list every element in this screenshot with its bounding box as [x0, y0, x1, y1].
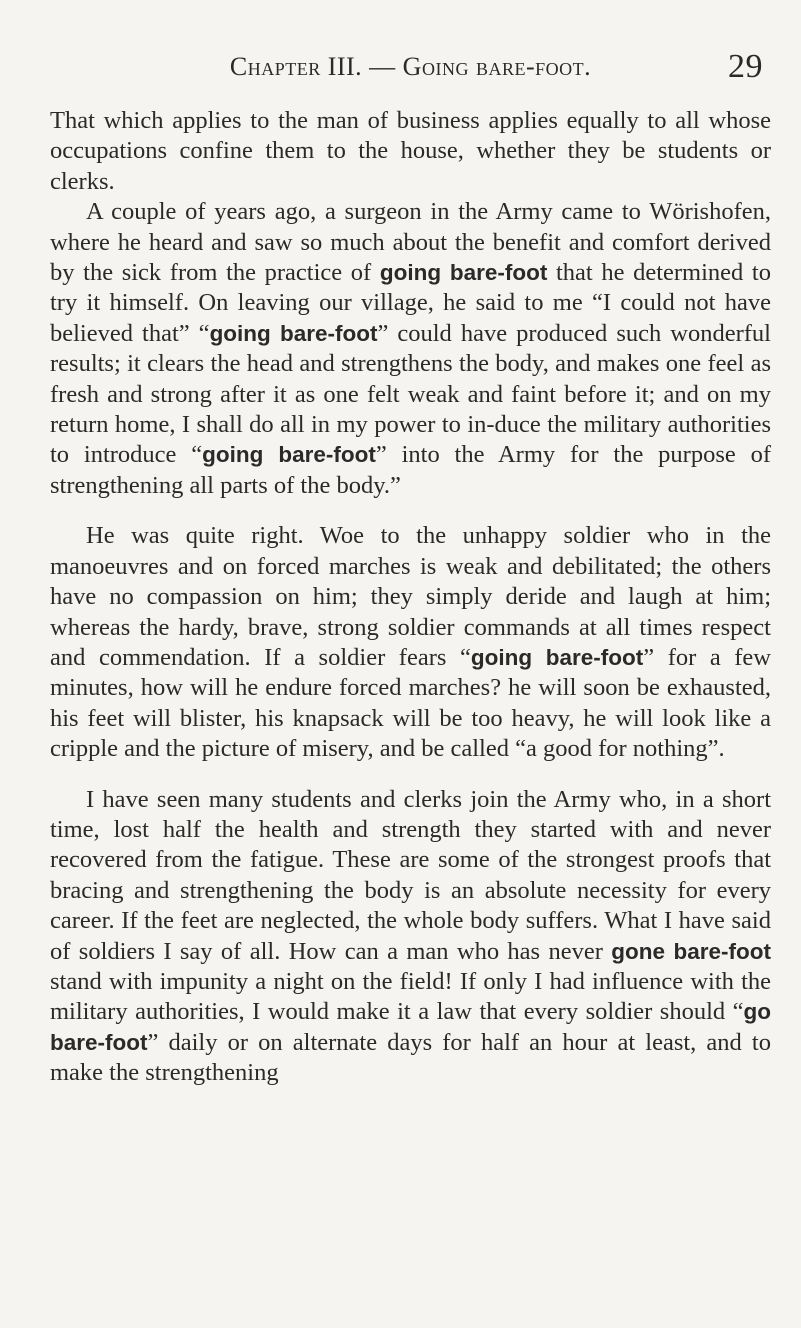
emphasis-text: going bare-foot [470, 644, 644, 670]
page-number: 29 [728, 48, 763, 85]
emphasis-text: going bare-foot [209, 320, 378, 346]
paragraph-text: That which applies to the man of business applies equally to all whose occupations confine them to the house, whether they be students or clerks. [50, 107, 771, 195]
paragraph-text: A couple of years ago, a surgeon in the Army came to Wörishofen, where he heard and saw so much about the benefit and comfort derived by the sick from the practice of [50, 198, 771, 287]
paragraph-text: ” for a few minutes, how will he endure forced marches? he will soon be exhausted, his feet will blister, his knapsack will be too heavy, he will look like a cripple and the picture of misery, and be called “a good for nothing”. [50, 643, 771, 763]
body-text [50, 106, 771, 1089]
paragraph-text: He was quite right. Woe to the unhappy soldier who in the manoeuvres and on forced marches is weak and debilitated; the others have no compassion on him; they simply deride and laugh at him; whereas the hardy, brave, strong soldier commands at all times respect and commendation. If a soldier fears “ [50, 522, 771, 671]
emphasis-text: going bare-foot [379, 260, 548, 286]
paragraph [50, 785, 771, 1089]
paragraph-text: stand with impunity a night on the field! If only I had influence with the military authorities, I would make it a law that every soldier should “ [50, 967, 771, 1026]
paragraph [50, 521, 771, 764]
paragraph-text: that he determined to try it himself. On leaving our village, he said to me “I could not have believed that” “ [50, 259, 771, 347]
running-head [50, 48, 771, 92]
paragraph-text: ” into the Army for the purpose of strengthening all parts of the body.” [50, 441, 771, 499]
emphasis-text: gone bare-foot [611, 938, 771, 964]
paragraph-text: ” could have produced such wonderful results; it clears the head and strengthens the body, and makes one feel as fresh and strong after it as one felt weak and faint before it; and on my return home, I shall do all in my power to in-duce the military authorities to introduce “ [50, 319, 771, 469]
paragraph [50, 106, 771, 197]
paragraph [50, 197, 771, 501]
paragraph-text: ” daily or on alternate days for half an hour at least, and to make the strengthening [50, 1028, 771, 1087]
emphasis-text: going bare-foot [202, 442, 376, 468]
paragraph-text: I have seen many students and clerks join the Army who, in a short time, lost half the health and strength they started with and never recovered from the fatigue. These are some of the strongest proofs that bracing and strengthening the body is an absolute necessity for every career. If the feet are neglected, the whole body suffers. What I have said of soldiers I say of all. How can a man who has never [50, 785, 771, 965]
emphasis-text: go bare-foot [50, 999, 771, 1055]
chapter-heading: Chapter III. — Going bare-foot. [229, 52, 592, 81]
